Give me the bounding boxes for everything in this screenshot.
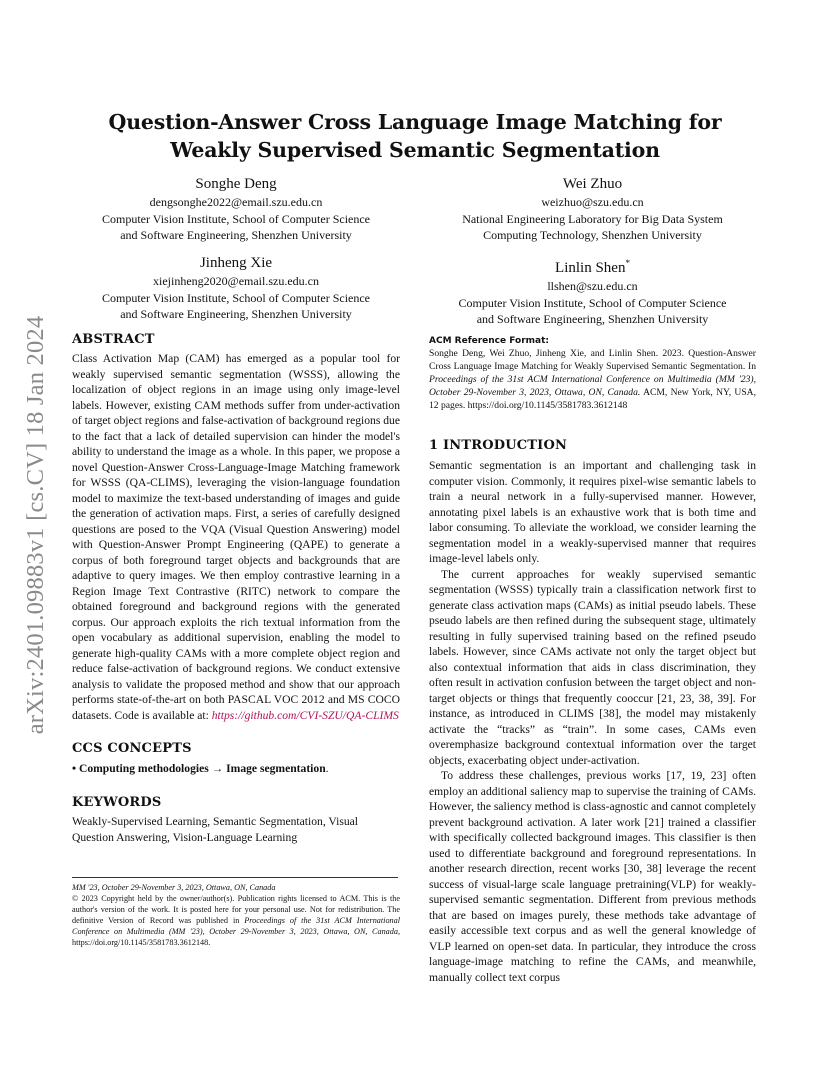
intro-paragraph-1: Semantic segmentation is an important and challenging task in computer vision. Commonly, it requires pixel-wise semantic labels to train a neural network in a fully-supervised manner. However, annotating pixel labels is an exhaustive work that is both time and labor consuming. To alleviate the workload, we consider learning the segmentation model in a weakly-supervised manner that requires image-level labels only. bbox=[429, 459, 756, 565]
ccs-item-bold: • Computing methodologies → Image segmentation bbox=[72, 762, 326, 775]
author-name: Wei Zhuo bbox=[562, 176, 623, 192]
author-email: xiejinheng2020@email.szu.edu.cn bbox=[152, 274, 319, 288]
corresponding-mark: * bbox=[625, 258, 630, 268]
footnote-rule bbox=[72, 877, 398, 878]
author-affiliation: National Engineering Laboratory for Big Data System bbox=[462, 211, 723, 226]
ccs-item bbox=[72, 761, 400, 777]
intro-paragraph-3: To address these challenges, previous works [17, 19, 23] often employ an additional saliency map to supervise the training of CAMs. However, the saliency method is class-agnostic and cannot completely prevent background activation. A later work [21] trained a classifier with specifically collected background images. This classifier is then used to differentiate background and foreground representations. In another research direction, recent works [30, 38] leverage the recent success of visual-large scale language pretraining(VLP) for weakly-supervised semantic segmentation. Different from previous methods that are based on images purely, these methods take advantage of easily accessible text corpus and as well the general knowledge of VLP learned on open-set data. In particular, they introduce the cross language-image matching to refine the CAMs, and meanwhile, manually collect text corpus bbox=[429, 769, 756, 984]
author-name: Jinheng Xie bbox=[199, 255, 273, 271]
author-affiliation: and Software Engineering, Shenzhen University bbox=[120, 307, 352, 321]
author-block-4 bbox=[429, 253, 756, 328]
ccs-item-tail: . bbox=[325, 762, 329, 775]
footnote-copyright bbox=[72, 893, 400, 948]
keywords-heading: KEYWORDS bbox=[72, 795, 162, 810]
author-affiliation: Computer Vision Institute, School of Computer Science bbox=[101, 211, 371, 226]
ccs-heading: CCS CONCEPTS bbox=[72, 741, 192, 756]
acm-ref-proceedings: Proceedings of the 31st ACM International Conference on Multimedia (MM '23), October 29-November 3, 2023, Ottawa, ON, Canada. bbox=[429, 374, 756, 398]
keywords-section bbox=[72, 794, 400, 845]
author-name bbox=[429, 253, 756, 278]
author-email: weizhuo@szu.edu.cn bbox=[541, 195, 644, 209]
code-link[interactable]: https://github.com/CVI-SZU/QA-CLIMS bbox=[211, 708, 399, 722]
acm-ref-text: Songhe Deng, Wei Zhuo, Jinheng Xie, and Linlin Shen. 2023. Question-Answer Cross Language Image Matching for Weakly Supervised Semantic Segmentation. In bbox=[429, 348, 756, 372]
acm-reference bbox=[429, 335, 756, 412]
intro-paragraph-2: The current approaches for weakly supervised semantic segmentation (WSSS) typically train a classification network first to generate class activation maps (CAMs) as initial pseudo labels. These pseudo labels are then refined during the subsequent stage, ultimately resulting in fully supervised training based on the refined pseudo labels. However, since CAMs activate not only the target object but also contextual information that aids in class discrimination, they often result in activation confusion between the target object and non-target objects or things that frequently cooccur [21, 23, 38, 39]. For instance, as introduced in CLIMS [38], the model may mistakenly activate the “tracks” as “train”. In some cases, CAMs even overemphasize background contextual information over the target objects, exacerbating object under-activation. bbox=[429, 567, 756, 767]
author-name: Songhe Deng bbox=[195, 176, 277, 192]
author-affiliation: and Software Engineering, Shenzhen University bbox=[120, 228, 352, 242]
author-email: llshen@szu.edu.cn bbox=[547, 279, 638, 293]
abstract-body: Class Activation Map (CAM) has emerged as a popular tool for weakly supervised semantic segmentation (WSSS), allowing the localization of object regions in an image using only image-level labels. However, existing CAM methods suffer from under-activation of target object regions and false-activation of background regions due to the fact that a lack of detailed supervision can hinder the model's ability to understand the image as a whole. In this paper, we propose a novel Question-Answer Cross-Language-Image Matching framework for WSSS (QA-CLIMS), leveraging the vision-language foundation model to maximize the text-based understanding of images and guide the generation of activation maps. First, a series of carefully designed questions are posed to the VQA (Visual Question Answering) model with Question-Answer Prompt Engineering (QAPE) to generate a corpus of both foreground target objects and backgrounds that are adaptive to query images. We then employ contrastive learning in a Region Image Text Contrastive (RITC) network to compare the obtained foreground and background regions with the generated corpus. Our approach exploits the rich textual information from the open vocabulary as additional supervision, enabling the model to generate high-quality CAMs with a more complete object region and reduce false-activation of background regions. We conduct extensive analysis to validate the proposed method and show that our approach performs state-of-the-art on both PASCAL VOC 2012 and MS COCO datasets. Code is available at: bbox=[72, 352, 400, 722]
author-name-text: Linlin Shen bbox=[555, 260, 626, 276]
acm-ref-body bbox=[429, 347, 756, 412]
author-affiliation: Computer Vision Institute, School of Computer Science bbox=[458, 295, 727, 310]
abstract-text bbox=[72, 351, 400, 723]
author-affiliation: and Software Engineering, Shenzhen University bbox=[476, 312, 709, 326]
author-affiliation: Computing Technology, Shenzhen University bbox=[483, 228, 702, 242]
footnote-doi[interactable]: , https://doi.org/10.1145/3581783.3612148. bbox=[72, 927, 400, 947]
footnote-venue: MM '23, October 29-November 3, 2023, Ottawa, ON, Canada bbox=[72, 883, 276, 892]
paper-title: Question-Answer Cross Language Image Matching for Weakly Supervised Semantic Segmentation bbox=[108, 110, 722, 162]
footnote bbox=[72, 882, 400, 948]
ccs-section bbox=[72, 740, 400, 777]
arxiv-stamp-text: arXiv:2401.09883v1 [cs.CV] 18 Jan 2024 bbox=[22, 315, 49, 735]
author-block-3 bbox=[72, 253, 400, 323]
intro-heading: 1 INTRODUCTION bbox=[429, 438, 568, 453]
footnote-copyright-text: © 2023 Copyright held by the owner/author(s). Publication rights licensed to ACM. This is the author's version of the work. It is posted here for your personal use. Not for redistribution. The definitive Version of Record was published in bbox=[72, 894, 400, 925]
acm-ref-heading: ACM Reference Format: bbox=[429, 336, 549, 346]
introduction-section bbox=[429, 437, 756, 985]
footnote-proceedings: Proceedings of the 31st ACM International Conference on Multimedia (MM '23), October 29-November 3, 2023, Ottawa, ON, Canada bbox=[72, 916, 400, 936]
abstract-section bbox=[72, 331, 400, 723]
abstract-heading: ABSTRACT bbox=[72, 332, 155, 347]
author-email: dengsonghe2022@email.szu.edu.cn bbox=[149, 195, 323, 209]
keywords-text: Weakly-Supervised Learning, Semantic Segmentation, Visual Question Answering, Vision-Language Learning bbox=[72, 815, 358, 844]
author-affiliation: Computer Vision Institute, School of Computer Science bbox=[101, 290, 371, 305]
author-block-2 bbox=[429, 174, 756, 244]
arxiv-stamp bbox=[20, 290, 52, 760]
author-block-1 bbox=[72, 174, 400, 244]
acm-ref-doi[interactable]: ACM, New York, NY, USA, 12 pages. https://doi.org/10.1145/3581783.3612148 bbox=[429, 387, 756, 411]
